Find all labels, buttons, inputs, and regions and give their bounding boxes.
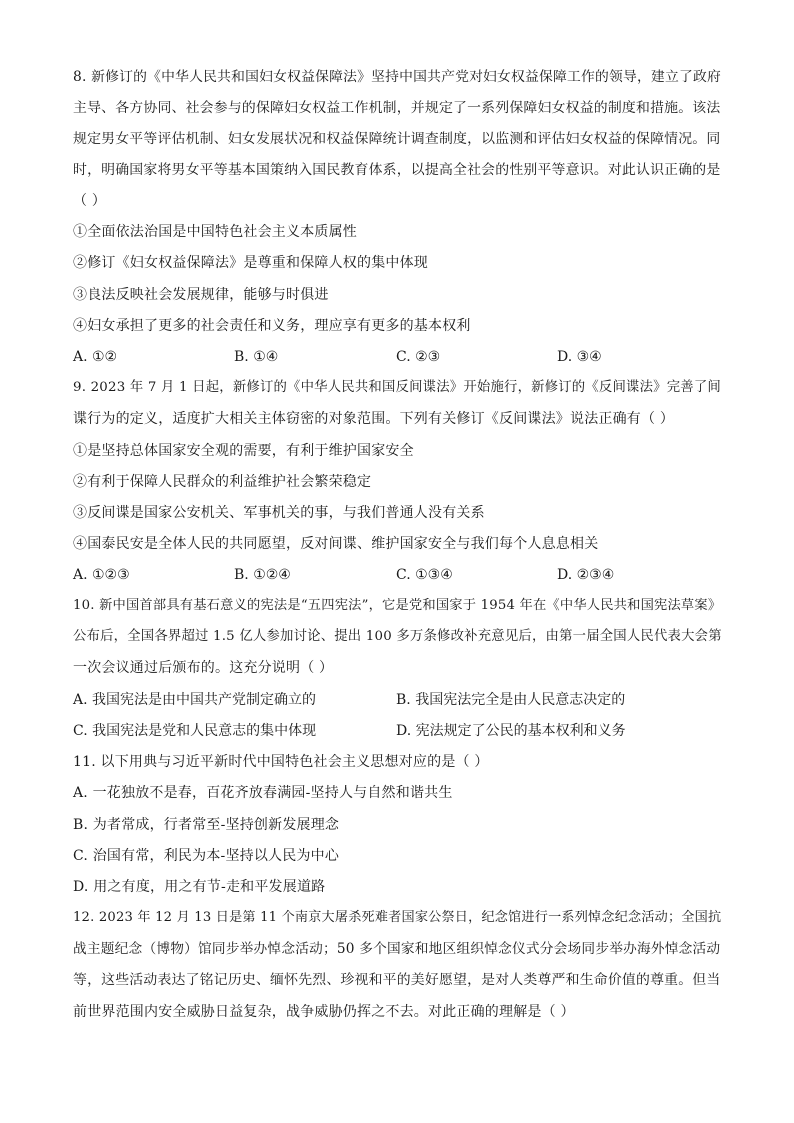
q8-item-4: ④妇女承担了更多的社会责任和义务，理应享有更多的基本权利 bbox=[73, 318, 471, 334]
q9-item-3: ③反间谍是国家公安机关、军事机关的事，与我们普通人没有关系 bbox=[73, 505, 485, 521]
q9-item-1: ①是坚持总体国家安全观的需要，有利于维护国家安全 bbox=[73, 443, 414, 459]
q8-answer-blank: （ ） bbox=[73, 193, 107, 209]
q9-option-b[interactable]: B. ①②④ bbox=[234, 567, 291, 583]
q8-item-1: ①全面依法治国是中国特色社会主义本质属性 bbox=[73, 224, 357, 240]
q8-option-d[interactable]: D. ③④ bbox=[557, 349, 602, 365]
q9-option-a[interactable]: A. ①②③ bbox=[73, 567, 130, 583]
q8-option-c[interactable]: C. ②③ bbox=[396, 349, 441, 365]
q12-stem-line-4: 前世界范围内安全威胁日益复杂，战争威胁仍挥之不去。对此正确的理解是（ ） bbox=[73, 1004, 575, 1020]
q8-stem-line-1: 8. 新修订的《中华人民共和国妇女权益保障法》坚持中国共产党对妇女权益保障工作的领导，建立了政府 bbox=[73, 69, 722, 85]
q10-option-a[interactable]: A. 我国宪法是由中国共产党制定确立的 bbox=[73, 692, 317, 708]
q9-option-c[interactable]: C. ①③④ bbox=[396, 567, 453, 583]
q8-option-b[interactable]: B. ①④ bbox=[234, 349, 279, 365]
q10-stem-line-2: 公布后，全国各界超过 1.5 亿人参加讨论、提出 100 多万条修改补充意见后，由第一届全国人民代表大会第 bbox=[73, 629, 722, 644]
q12-stem-line-2: 战主题纪念（博物）馆同步举办悼念活动；50 多个国家和地区组织悼念仪式分会场同步举办海外悼念活动 bbox=[73, 941, 721, 957]
q11-option-b[interactable]: B. 为者常成，行者常至-坚持创新发展理念 bbox=[73, 817, 340, 833]
q10-option-b[interactable]: B. 我国宪法完全是由人民意志决定的 bbox=[396, 692, 626, 708]
q8-stem-line-2: 主导、各方协同、社会参与的保障妇女权益工作机制，并规定了一系列保障妇女权益的制度和措施。该法 bbox=[73, 100, 721, 116]
q10-option-c[interactable]: C. 我国宪法是党和人民意志的集中体现 bbox=[73, 723, 317, 739]
q9-option-d[interactable]: D. ②③④ bbox=[557, 567, 615, 583]
q9-item-2: ②有利于保障人民群众的利益维护社会繁荣稳定 bbox=[73, 474, 372, 490]
q10-option-d[interactable]: D. 宪法规定了公民的基本权利和义务 bbox=[396, 723, 626, 739]
q8-item-2: ②修订《妇女权益保障法》是尊重和保障人权的集中体现 bbox=[73, 255, 428, 271]
q8-stem-line-4: 时，明确国家将男女平等基本国策纳入国民教育体系，以提高全社会的性别平等意识。对此认识正确的是 bbox=[73, 162, 721, 178]
q8-option-a[interactable]: A. ①② bbox=[73, 349, 118, 365]
q11-option-a[interactable]: A. 一花独放不是春，百花齐放春满园-坚持人与自然和谐共生 bbox=[73, 785, 453, 801]
q10-stem-line-1: 10. 新中国首部具有基石意义的宪法是“五四宪法”，它是党和国家于 1954 年在《中华人民共和国宪法草案》 bbox=[73, 598, 722, 613]
q11-option-d[interactable]: D. 用之有度，用之有节-走和平发展道路 bbox=[73, 879, 326, 895]
q11-option-c[interactable]: C. 治国有常，利民为本-坚持以人民为中心 bbox=[73, 848, 340, 864]
q9-stem-line-1: 9. 2023 年 7 月 1 日起，新修订的《中华人民共和国反间谍法》开始施行，新修订的《反间谍法》完善了间 bbox=[73, 380, 721, 395]
q10-stem-line-3: 一次会议通过后颁布的。这充分说明（ ） bbox=[73, 660, 334, 676]
q11-stem: 11. 以下用典与习近平新时代中国特色社会主义思想对应的是（ ） bbox=[73, 754, 489, 770]
q8-stem-line-3: 规定男女平等评估机制、妇女发展状况和权益保障统计调查制度，以监测和评估妇女权益的保障情况。同 bbox=[73, 131, 721, 147]
q9-stem-line-2: 谍行为的定义，适度扩大相关主体窃密的对象范围。下列有关修订《反间谍法》说法正确有（ ） bbox=[73, 411, 675, 427]
q12-stem-line-1: 12. 2023 年 12 月 13 日是第 11 个南京大屠杀死难者国家公祭日，纪念馆进行一系列悼念纪念活动；全国抗 bbox=[73, 910, 722, 925]
q9-item-4: ④国泰民安是全体人民的共同愿望，反对间谍、维护国家安全与我们每个人息息相关 bbox=[73, 536, 599, 552]
q8-item-3: ③良法反映社会发展规律，能够与时俱进 bbox=[73, 287, 329, 303]
q12-stem-line-3: 等，这些活动表达了铭记历史、缅怀先烈、珍视和平的美好愿望，是对人类尊严和生命价值的尊重。但当 bbox=[73, 972, 721, 988]
